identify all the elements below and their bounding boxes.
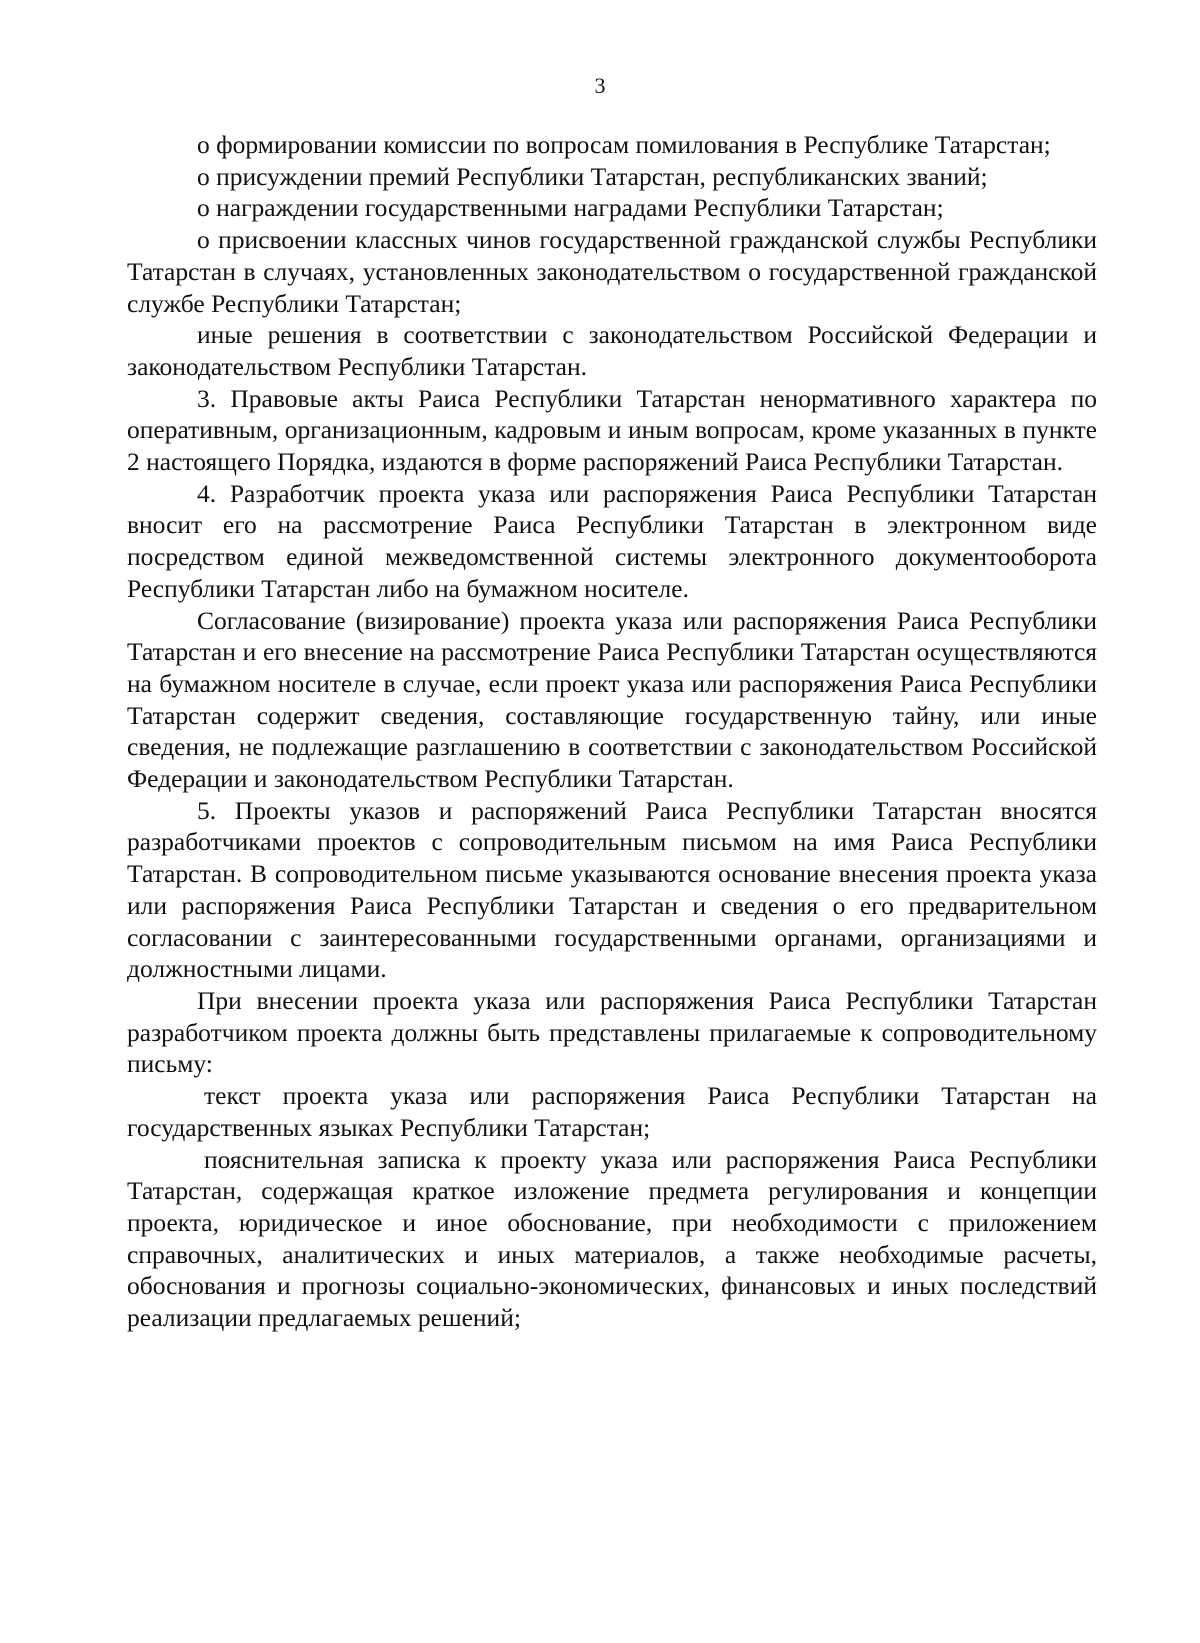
- paragraph: иные решения в соответствии с законодательством Российской Федерации и законодательством Республики Татарстан.: [127, 320, 1097, 381]
- paragraph: о присуждении премий Республики Татарстан, республиканских званий;: [197, 161, 988, 191]
- document-body: [127, 129, 1097, 1334]
- paragraph: Согласование (визирование) проекта указа или распоряжения Раиса Республики Татарстан и его внесение на рассмотрение Раиса Республики Татарстан осуществляются на бумажном носителе в случае, если проект указа или распоряжения Раиса Республики Татарстан содержит сведения, составляющие государственную тайну, или иные сведения, не подлежащие разглашению в соответствии с законодательством Российской Федерации и законодательством Республики Татарстан.: [127, 605, 1097, 794]
- paragraph: о формировании комиссии по вопросам помилования в Республике Татарстан;: [197, 130, 1051, 159]
- paragraph: 4. Разработчик проекта указа или распоряжения Раиса Республики Татарстан вносит его на рассмотрение Раиса Республики Татарстан в электронном виде посредством единой межведомственной системы электронного документооборота Республики Татарстан либо на бумажном носителе.: [127, 478, 1097, 603]
- page-number: 3: [594, 73, 606, 98]
- paragraph: 3. Правовые акты Раиса Республики Татарстан ненормативного характера по оперативным, организационным, кадровым и иным вопросам, кроме указанных в пункте 2 настоящего Порядка, издаются в форме распоряжений Раиса Республики Татарстан.: [127, 383, 1097, 477]
- paragraph: о награждении государственными наградами Республики Татарстан;: [197, 193, 944, 223]
- paragraph: о присвоении классных чинов государственной гражданской службы Республики Татарстан в случаях, установленных законодательством о государственной гражданской службе Республики Татарстан;: [127, 225, 1097, 318]
- paragraph: текст проекта указа или распоряжения Раиса Республики Татарстан на государственных языках Республики Татарстан;: [127, 1081, 1097, 1142]
- paragraph: При внесении проекта указа или распоряжения Раиса Республики Татарстан разработчиком проекта должны быть представлены прилагаемые к сопроводительному письму:: [127, 985, 1097, 1079]
- paragraph: 5. Проекты указов и распоряжений Раиса Республики Татарстан вносятся разработчиками проектов с сопроводительным письмом на имя Раиса Республики Татарстан. В сопроводительном письме указываются основание внесения проекта указа или распоряжения Раиса Республики Татарстан и сведения о его предварительном согласовании с заинтересованными государственными органами, организациями и должностными лицами.: [127, 795, 1097, 984]
- paragraph: пояснительная записка к проекту указа или распоряжения Раиса Республики Татарстан, содержащая краткое изложение предмета регулирования и концепции проекта, юридическое и иное обоснование, при необходимости с приложением справочных, аналитических и иных материалов, а также необходимые расчеты, обоснования и прогнозы социально-экономических, финансовых и иных последствий реализации предлагаемых решений;: [127, 1144, 1097, 1333]
